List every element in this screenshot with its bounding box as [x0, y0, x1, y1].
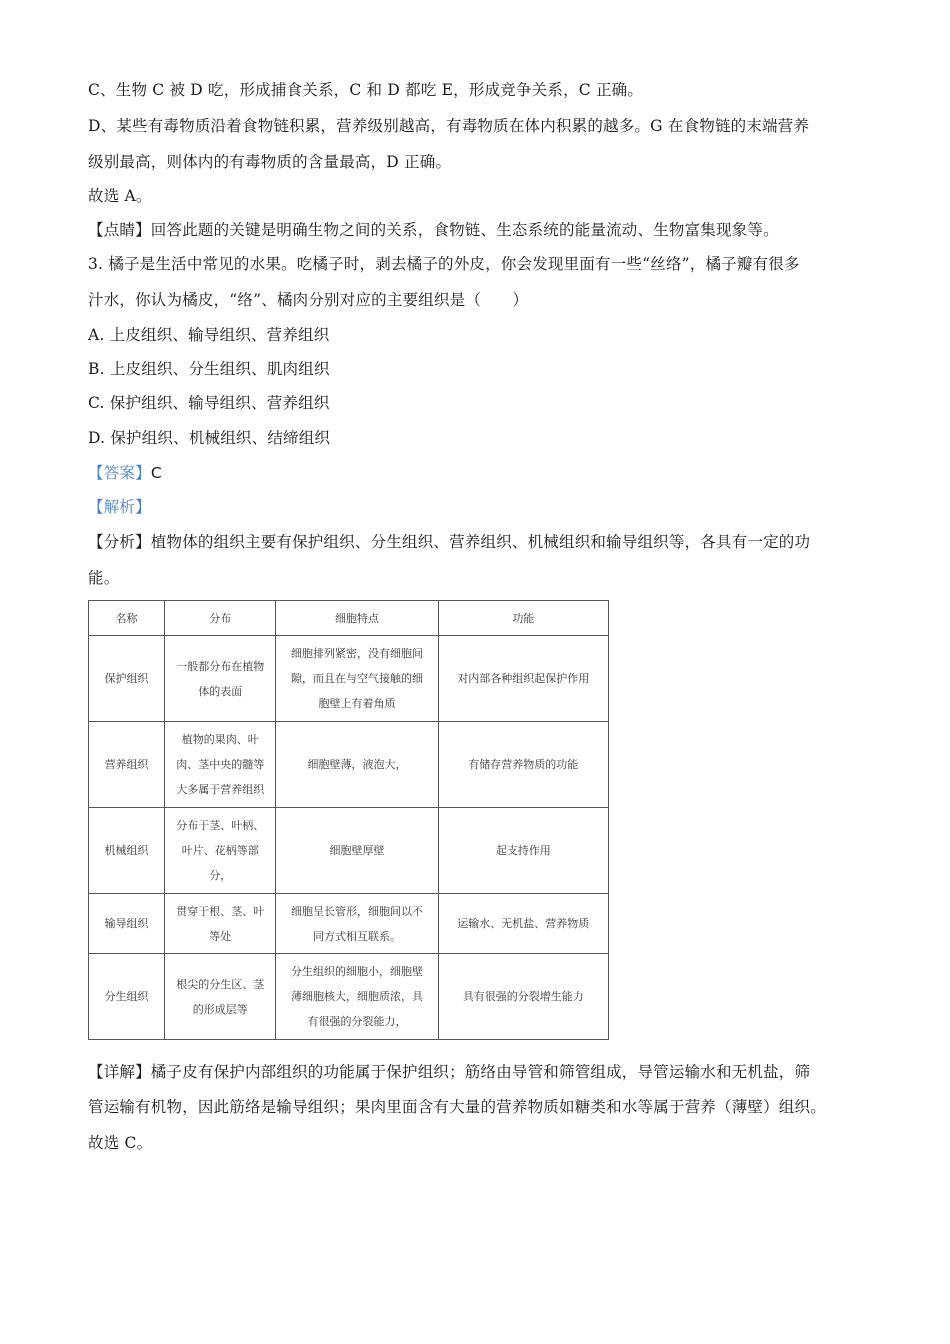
analysis-line2: 能。 [88, 569, 120, 587]
function-cell [438, 954, 608, 1040]
distribution-cell [165, 954, 276, 1040]
cell-text-line: 保护组织 [104, 672, 149, 685]
cell-text-line: 贯穿于根、茎、叶 [176, 904, 265, 918]
distribution-cell [165, 722, 276, 808]
cell-text-line: 薄细胞核大，细胞质浓，具 [290, 990, 423, 1003]
header-cell-features: 细胞特点 [276, 601, 438, 636]
distribution-cell [165, 894, 276, 954]
tissue-name-cell [89, 808, 165, 894]
table-header-row [89, 601, 609, 636]
tissue-name-cell [89, 636, 165, 722]
table-row [89, 954, 609, 1040]
distribution-cell [165, 808, 276, 894]
tissue-name-cell [89, 722, 165, 808]
cell-text-line: 有储存营养物质的功能 [468, 758, 579, 771]
analysis-line1: 【分析】植物体的组织主要有保护组织、分生组织、营养组织、机械组织和输导组织等，各具有一定的功 [88, 533, 811, 551]
cell-text-line: 分生组织 [104, 990, 149, 1003]
detail-line2: 管运输有机物，因此筋络是输导组织；果肉里面含有大量的营养物质如糖类和水等属于营养（薄壁）组织。 [88, 1098, 826, 1116]
cell-text-line: 同方式相互联系。 [312, 929, 401, 943]
cell-text-line: 细胞排列紧密，没有细胞间 [290, 647, 423, 660]
distribution-cell [165, 636, 276, 722]
cell-text-line: 机械组织 [104, 844, 149, 857]
cell-text-line: 细胞壁厚壁 [329, 844, 385, 857]
option-c-explanation: C、生物 C 被 D 吃，形成捕食关系，C 和 D 都吃 E，形成竞争关系，C 正确。 [88, 81, 644, 99]
cell-text-line: 起支持作用 [495, 844, 551, 857]
key-point: 【点睛】回答此题的关键是明确生物之间的关系，食物链、生态系统的能量流动、生物富集现象等。 [88, 221, 779, 239]
option-b: B. 上皮组织、分生组织、肌肉组织 [88, 360, 330, 378]
tissue-name-cell [89, 894, 165, 954]
detail-line1: 【详解】橘子皮有保护内部组织的功能属于保护组织；筋络由导管和筛管组成，导管运输水和无机盐，筛 [88, 1063, 811, 1081]
cell-text-line: 肉、茎中央的髓等 [176, 758, 265, 771]
question-3-line2: 汁水，你认为橘皮，“络”、橘肉分别对应的主要组织是（ ） [88, 291, 529, 309]
cell-text-line: 营养组织 [104, 758, 149, 771]
cell-text-line: 分布于茎、叶柄、 [176, 819, 265, 832]
cell-text-line: 输导组织 [104, 917, 149, 930]
option-c: C. 保护组织、输导组织、营养组织 [88, 394, 330, 412]
option-d-explanation-line2: 级别最高，则体内的有毒物质的含量最高，D 正确。 [88, 153, 452, 171]
answer-label: 【答案】 [88, 464, 151, 482]
plant-tissue-table [88, 600, 609, 1040]
table-row [89, 894, 609, 954]
cell-text-line: 对内部各种组织起保护作用 [457, 672, 590, 685]
cell-features-cell [276, 722, 438, 808]
cell-text-line: 植物的果肉、叶 [181, 733, 259, 746]
cell-text-line: 细胞呈长管形，细胞间以不 [290, 904, 423, 918]
cell-text-line: 运输水、无机盐、营养物质 [457, 917, 590, 930]
option-a: A. 上皮组织、输导组织、营养组织 [88, 326, 330, 344]
answer-value: C [150, 464, 162, 482]
function-cell [438, 722, 608, 808]
cell-text-line: 体的表面 [198, 684, 243, 698]
header-name: 名称 [89, 601, 165, 636]
option-d-explanation-line1: D、某些有毒物质沿着食物链积累，营养级别越高，有毒物质在体内积累的越多。G 在食物链的末端营养 [88, 117, 810, 135]
cell-text-line: 细胞壁薄，液泡大， [307, 758, 407, 771]
tissue-name-cell [89, 954, 165, 1040]
cell-features-cell [276, 808, 438, 894]
cell-text-line: 具有很强的分裂增生能力 [462, 990, 584, 1003]
table-row [89, 808, 609, 894]
answer-line [88, 463, 878, 483]
cell-features-cell [276, 894, 438, 954]
cell-text-line: 隙，而且在与空气接触的细 [290, 672, 423, 685]
cell-features-cell [276, 954, 438, 1040]
cell-text-line: 分， [209, 869, 232, 882]
analysis-label: 【解析】 [88, 498, 151, 516]
table-row [89, 722, 609, 808]
header-function: 功能 [438, 601, 608, 636]
table-row [89, 636, 609, 722]
function-cell [438, 636, 608, 722]
cell-features-cell [276, 636, 438, 722]
cell-text-line: 胞壁上有着角质 [318, 697, 396, 710]
option-d: D. 保护组织、机械组织、结缔组织 [88, 429, 331, 447]
function-cell [438, 808, 608, 894]
cell-text-line: 分生组织的细胞小，细胞壁 [290, 965, 423, 978]
question-3-line1: 3. 橘子是生活中常见的水果。吃橘子时，剥去橘子的外皮，你会发现里面有一些“丝络”，橘子瓣有很多 [88, 255, 800, 273]
cell-text-line: 大多属于营养组织 [176, 783, 265, 796]
cell-text-line: 叶片、花柄等部 [181, 844, 259, 857]
cell-text-line: 根尖的分生区、茎 [176, 977, 265, 991]
cell-text-line: 等处 [209, 929, 232, 943]
cell-text-line: 的形成层等 [192, 1002, 248, 1016]
header-distribution: 分布 [165, 601, 276, 636]
cell-text-line: 有很强的分裂能力， [307, 1015, 407, 1028]
choice-conclusion-prev: 故选 A。 [88, 187, 152, 205]
cell-text-line: 一般都分布在植物 [176, 659, 265, 673]
function-cell [438, 894, 608, 954]
detail-line3: 故选 C。 [88, 1134, 153, 1152]
